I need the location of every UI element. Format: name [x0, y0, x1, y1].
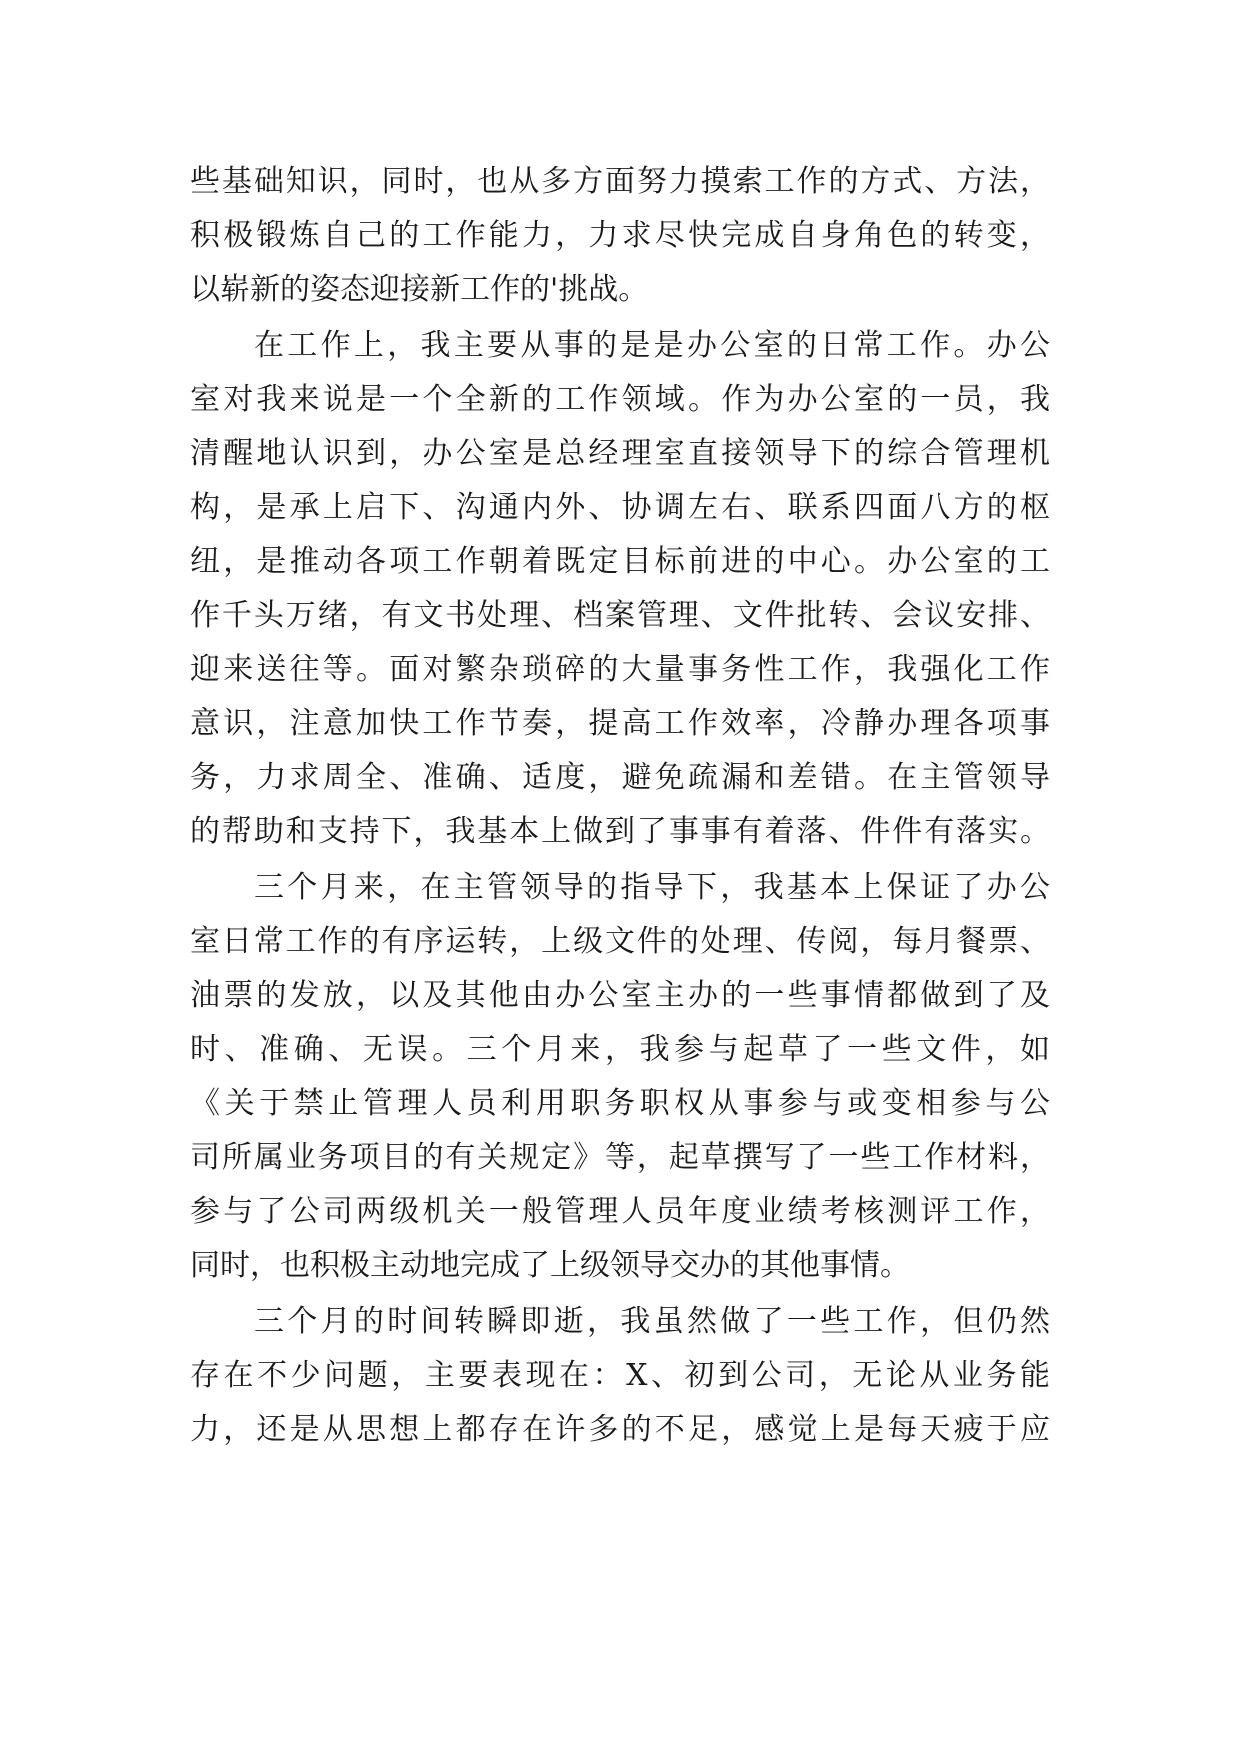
text-line: 纽，是推动各项工作朝着既定目标前进的中心。办公室的工 [190, 544, 1050, 579]
text-line: 三个月的时间转瞬即逝，我虽然做了一些工作，但仍然 [254, 1304, 1050, 1339]
text-line: 在工作上，我主要从事的是是办公室的日常工作。办公 [254, 328, 1050, 363]
text-line: 力，还是从思想上都存在许多的不足，感觉上是每天疲于应 [190, 1412, 1050, 1447]
text-line: 三个月来，在主管领导的指导下，我基本上保证了办公 [254, 870, 1050, 905]
text-line: 意识，注意加快工作节奏，提高工作效率，冷静办理各项事 [190, 706, 1050, 741]
text-line: 构，是承上启下、沟通内外、协调左右、联系四面八方的枢 [190, 490, 1050, 525]
text-line: 作千头万绪，有文书处理、档案管理、文件批转、会议安排、 [190, 598, 1050, 633]
text-line: 的帮助和支持下，我基本上做到了事事有着落、件件有落实。 [190, 814, 1050, 849]
text-line: 参与了公司两级机关一般管理人员年度业绩考核测评工作， [190, 1194, 1050, 1229]
text-line: 室对我来说是一个全新的工作领域。作为办公室的一员，我 [190, 382, 1050, 417]
text-line: 室日常工作的有序运转，上级文件的处理、传阅，每月餐票、 [190, 924, 1050, 959]
text-line: 油票的发放，以及其他由办公室主办的一些事情都做到了及 [190, 978, 1050, 1013]
text-line: 存在不少问题，主要表现在：X、初到公司，无论从业务能 [190, 1358, 1050, 1393]
text-line: 以崭新的姿态迎接新工作的'挑战。 [190, 272, 649, 307]
text-line: 司所属业务项目的有关规定》等，起草撰写了一些工作材料， [190, 1140, 1050, 1175]
text-line: 《关于禁止管理人员利用职务职权从事参与或变相参与公 [190, 1086, 1050, 1121]
text-line: 迎来送往等。面对繁杂琐碎的大量事务性工作，我强化工作 [190, 652, 1050, 687]
text-line: 些基础知识，同时，也从多方面努力摸索工作的方式、方法， [190, 164, 1050, 199]
text-line: 清醒地认识到，办公室是总经理室直接领导下的综合管理机 [190, 436, 1050, 471]
text-line: 积极锻炼自己的工作能力，力求尽快完成自身角色的转变， [190, 218, 1050, 253]
text-line: 同时，也积极主动地完成了上级领导交办的其他事情。 [190, 1248, 910, 1283]
text-line: 时、准确、无误。三个月来，我参与起草了一些文件，如 [190, 1032, 1050, 1067]
text-line: 务，力求周全、准确、适度，避免疏漏和差错。在主管领导 [190, 760, 1050, 795]
